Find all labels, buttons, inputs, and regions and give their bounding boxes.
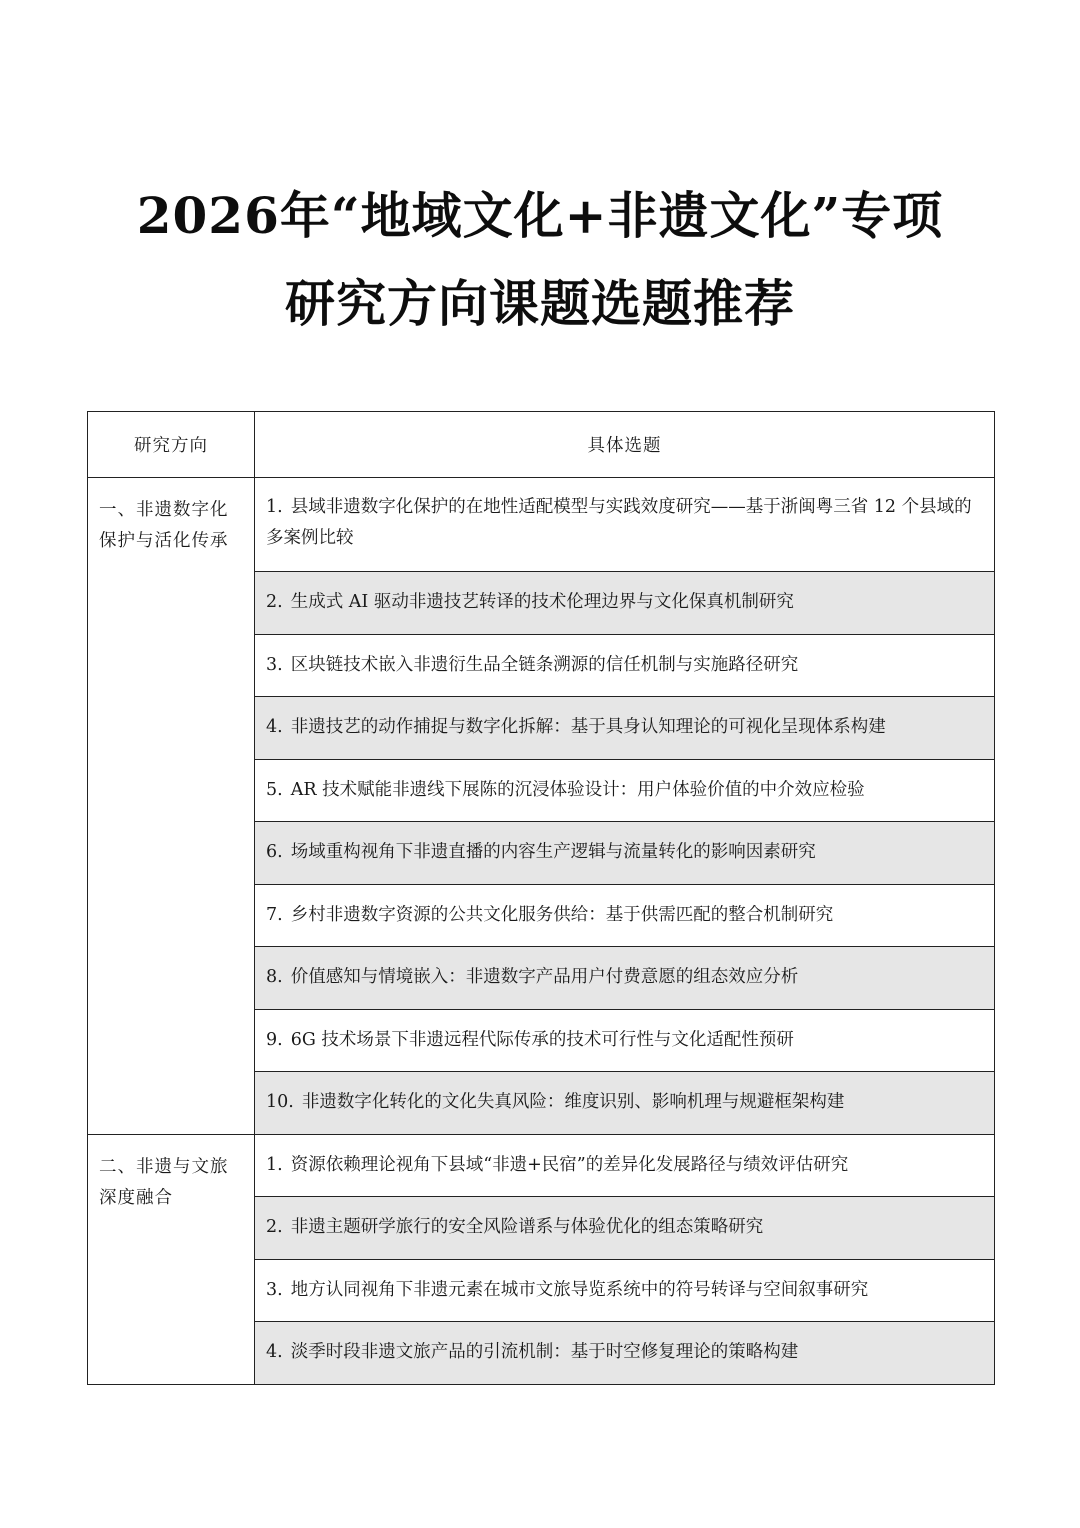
topic-number: 6.: [266, 842, 283, 863]
topic-cell: [255, 1259, 995, 1322]
direction-cell-1: 一、非遗数字化保护与活化传承: [88, 478, 255, 1135]
topic-text: 县域非遗数字化保护的在地性适配模型与实践效度研究——基于浙闽粤三省 12 个县域的多案例比较: [266, 497, 972, 548]
topic-cell: [255, 759, 995, 822]
topic-cell: [255, 1072, 995, 1135]
direction-cell-2: 二、非遗与文旅深度融合: [88, 1134, 255, 1384]
document-title: [0, 172, 1080, 348]
topic-cell: [255, 1134, 995, 1197]
topic-number: 3.: [266, 1279, 283, 1300]
topic-text: 乡村非遗数字资源的公共文化服务供给：基于供需匹配的整合机制研究: [290, 904, 834, 925]
topic-cell: [255, 947, 995, 1010]
topic-text: 淡季时段非遗文旅产品的引流机制：基于时空修复理论的策略构建: [290, 1342, 799, 1363]
topic-text: 生成式 AI 驱动非遗技艺转译的技术伦理边界与文化保真机制研究: [290, 592, 794, 613]
title-line-1: 2026年“地域文化+非遗文化”专项: [136, 186, 944, 245]
topic-text: 非遗主题研学旅行的安全风险谱系与体验优化的组态策略研究: [290, 1217, 764, 1238]
topic-number: 4.: [266, 1342, 283, 1363]
topics-table: [87, 411, 995, 1385]
topic-cell: [255, 1009, 995, 1072]
topic-number: 7.: [266, 904, 283, 925]
topic-cell: [255, 697, 995, 760]
topic-text: 6G 技术场景下非遗远程代际传承的技术可行性与文化适配性预研: [290, 1029, 794, 1050]
topic-text: 非遗技艺的动作捕捉与数字化拆解：基于具身认知理论的可视化呈现体系构建: [290, 717, 886, 738]
topic-text: 地方认同视角下非遗元素在城市文旅导览系统中的符号转译与空间叙事研究: [290, 1279, 869, 1300]
topic-text: 区块链技术嵌入非遗衍生品全链条溯源的信任机制与实施路径研究: [290, 654, 799, 675]
topic-text: 资源依赖理论视角下县域“非遗+民宿”的差异化发展路径与绩效评估研究: [290, 1154, 849, 1175]
header-topics: 具体选题: [255, 412, 995, 478]
topic-number: 2.: [266, 592, 283, 613]
topic-number: 1.: [266, 1154, 283, 1175]
table-header-row: [88, 412, 995, 478]
topic-number: 9.: [266, 1029, 283, 1050]
topic-text: AR 技术赋能非遗线下展陈的沉浸体验设计：用户体验价值的中介效应检验: [290, 779, 865, 800]
header-direction: 研究方向: [88, 412, 255, 478]
table-row: [88, 478, 995, 572]
topic-cell: [255, 634, 995, 697]
topic-text: 价值感知与情境嵌入：非遗数字产品用户付费意愿的组态效应分析: [290, 967, 799, 988]
topic-cell: [255, 1197, 995, 1260]
topic-text: 非遗数字化转化的文化失真风险：维度识别、影响机理与规避框架构建: [301, 1092, 845, 1113]
topic-number: 3.: [266, 654, 283, 675]
topic-number: 1.: [266, 497, 283, 517]
topic-number: 4.: [266, 717, 283, 738]
topic-number: 5.: [266, 779, 283, 800]
topic-number: 2.: [266, 1217, 283, 1238]
topic-cell: [255, 572, 995, 635]
topic-cell: [255, 822, 995, 885]
topic-text: 场域重构视角下非遗直播的内容生产逻辑与流量转化的影响因素研究: [290, 842, 816, 863]
topic-number: 10.: [266, 1092, 294, 1113]
topic-cell: [255, 478, 995, 572]
title-line-2: 研究方向课题选题推荐: [285, 274, 795, 333]
topic-number: 8.: [266, 967, 283, 988]
topic-cell: [255, 1322, 995, 1385]
table-row: [88, 1134, 995, 1197]
topic-cell: [255, 884, 995, 947]
